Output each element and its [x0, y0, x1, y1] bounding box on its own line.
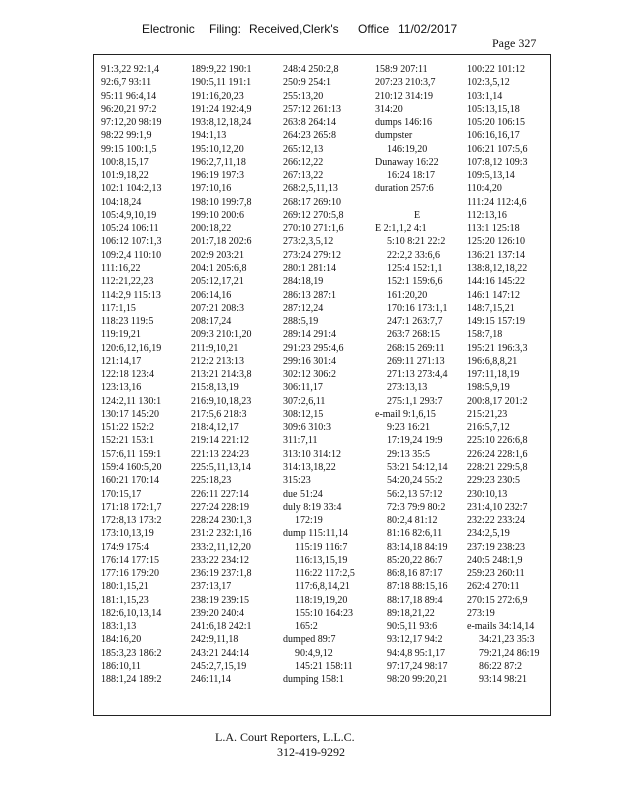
index-entry: 191:16,20,23	[191, 90, 244, 102]
index-entry: 79:21,24 86:19	[479, 647, 540, 659]
index-entry: 230:10,13	[467, 488, 508, 500]
index-entry: 115:19 116:7	[295, 541, 348, 553]
index-entry: 268:17 269:10	[283, 196, 342, 208]
index-entry: 165:2	[295, 621, 318, 633]
index-entry: 118:19,19,20	[295, 594, 348, 606]
index-entry: 105:13,15,18	[467, 103, 520, 115]
index-entry: 266:12,22	[283, 156, 324, 168]
index-entry: 95:11 96:4,14	[101, 90, 157, 102]
index-entry: 198:10 199:7,8	[191, 196, 252, 208]
index-entry: 270:15 272:6,9	[467, 594, 528, 606]
index-entry: 226:24 228:1,6	[467, 448, 528, 460]
index-entry: 100:8,15,17	[101, 156, 149, 168]
letter-heading: E	[413, 209, 421, 221]
index-entry: 130:17 145:20	[101, 408, 160, 420]
index-entry: 90:5,11 93:6	[387, 621, 438, 633]
index-entry: 211:9,10,21	[191, 342, 239, 354]
index-entry: 172:19	[295, 515, 323, 527]
index-entry: 94:4,8 95:1,17	[387, 647, 446, 659]
index-entry: 101:9,18,22	[101, 170, 149, 182]
index-entry: 119:19,21	[101, 329, 141, 341]
index-entry: 86:8,16 87:17	[387, 568, 443, 580]
index-entry: 98:22 99:1,9	[101, 130, 152, 142]
index-entry: dumped 89:7	[283, 634, 336, 646]
index-entry: 273:24 279:12	[283, 249, 342, 261]
index-entry: 5:10 8:21 22:2	[387, 236, 446, 248]
index-entry: 273:13,13	[387, 382, 428, 394]
index-entry: 197:11,18,19	[467, 369, 520, 381]
index-entry: 185:3,23 186:2	[101, 647, 162, 659]
index-entry: 148:7,15,21	[467, 302, 515, 314]
index-entry: 311:7,11	[283, 435, 318, 447]
index-entry: 264:23 265:8	[283, 130, 337, 142]
index-entry: due 51:24	[283, 488, 323, 500]
index-entry: 196:2,7,11,18	[191, 156, 246, 168]
index-entry: 99:15 100:1,5	[101, 143, 157, 155]
index-entry: 232:22 233:24	[467, 515, 526, 527]
index-entry: 16:24 18:17	[387, 170, 436, 182]
index-entry: 182:6,10,13,14	[101, 607, 162, 619]
index-column-2	[191, 63, 279, 713]
index-entry: 96:20,21 97:2	[101, 103, 157, 115]
index-entry: 105:24 106:11	[101, 223, 159, 235]
index-entry: 237:19 238:23	[467, 541, 526, 553]
index-entry: 102:1 104:2,13	[101, 183, 162, 195]
index-entry: 89:18,21,22	[387, 607, 435, 619]
index-entry: 231:4,10 232:7	[467, 501, 528, 513]
index-entry: 233:22 234:12	[191, 554, 250, 566]
index-entry: 267:13,22	[283, 170, 324, 182]
index-entry: 172:8,13 173:2	[101, 515, 162, 527]
index-entry: 313:10 314:12	[283, 448, 342, 460]
index-entry: 81:16 82:6,11	[387, 528, 443, 540]
index-entry: 271:13 273:4,4	[387, 369, 448, 381]
index-entry: 158:9 207:11	[375, 64, 428, 75]
index-entry: 110:4,20	[467, 183, 502, 195]
index-entry: 106:21 107:5,6	[467, 143, 528, 155]
index-entry: 269:12 270:5,8	[283, 209, 344, 221]
index-entry: 88:17,18 89:4	[387, 594, 443, 606]
index-entry: 195:21 196:3,3	[467, 342, 528, 354]
index-entry: 191:24 192:4,9	[191, 103, 252, 115]
index-entry: 98:20 99:20,21	[387, 674, 448, 686]
index-entry: 34:21,23 35:3	[479, 634, 535, 646]
index-entry: 124:2,11 130:1	[101, 395, 162, 407]
index-entry: 112:21,22,23	[101, 276, 154, 288]
index-entry: 229:23 230:5	[467, 475, 521, 487]
index-entry: 122:18 123:4	[101, 369, 155, 381]
index-entry: 87:18 88:15,16	[387, 581, 448, 593]
index-entry: 56:2,13 57:12	[387, 488, 443, 500]
index-entry: 125:20 126:10	[467, 236, 526, 248]
index-entry: 188:1,24 189:2	[101, 674, 162, 686]
index-entry: 170:15,17	[101, 488, 142, 500]
index-entry: 105:20 106:15	[467, 117, 526, 129]
index-entry: 146:1 147:12	[467, 289, 521, 301]
index-entry: 270:10 271:1,6	[283, 223, 344, 235]
index-entry: 245:2,7,15,19	[191, 660, 247, 672]
index-entry: 215:8,13,19	[191, 382, 239, 394]
index-entry: 227:24 228:19	[191, 501, 250, 513]
index-entry: 268:15 269:11	[387, 342, 445, 354]
index-entry: 291:23 295:4,6	[283, 342, 344, 354]
index-entry: 263:7 268:15	[387, 329, 441, 341]
index-entry: 93:14 98:21	[479, 674, 528, 686]
index-entry: 90:4,9,12	[295, 647, 333, 659]
index-entry: 85:20,22 86:7	[387, 554, 443, 566]
index-entry: 138:8,12,18,22	[467, 262, 528, 274]
index-entry: 121:14,17	[101, 355, 142, 367]
index-entry: 216:5,7,12	[467, 422, 510, 434]
index-entry: 201:7,18 202:6	[191, 236, 252, 248]
index-entry: 151:22 152:2	[101, 422, 155, 434]
index-entry: 190:5,11 191:1	[191, 77, 252, 89]
index-entry: dumping 158:1	[283, 674, 344, 686]
index-entry: 161:20,20	[387, 289, 428, 301]
index-entry: 237:13,17	[191, 581, 232, 593]
index-entry: 206:14,16	[191, 289, 232, 301]
index-entry: 117:1,15	[101, 302, 136, 314]
index-entry: 273:2,3,5,12	[283, 236, 334, 248]
index-entry: 273:19	[467, 607, 495, 619]
index-entry: 199:10 200:6	[191, 209, 245, 221]
index-entry: 257:12 261:13	[283, 103, 342, 115]
index-entry: 280:1 281:14	[283, 262, 337, 274]
index-column-3	[283, 63, 371, 713]
index-entry: 181:1,15,23	[101, 594, 149, 606]
index-entry: 106:16,16,17	[467, 130, 520, 142]
index-entry: 314:13,18,22	[283, 461, 336, 473]
index-entry: 236:19 237:1,8	[191, 568, 252, 580]
index-entry: 209:3 210:1,20	[191, 329, 252, 341]
index-entry: 200:18,22	[191, 223, 232, 235]
index-entry: 233:2,11,12,20	[191, 541, 251, 553]
header-date: 11/02/2017	[398, 22, 458, 36]
index-entry: 113:1 125:18	[467, 223, 520, 235]
index-entry: 228:21 229:5,8	[467, 461, 528, 473]
index-entry: 315:23	[283, 475, 311, 487]
index-entry: Dunaway 16:22	[375, 156, 439, 168]
index-entry: 111:16,22	[101, 262, 141, 274]
index-entry: 97:17,24 98:17	[387, 660, 448, 672]
index-entry: 307:2,6,11	[283, 395, 326, 407]
index-entry: 54:20,24 55:2	[387, 475, 443, 487]
index-entry: 152:21 153:1	[101, 435, 155, 447]
index-entry: 100:22 101:12	[467, 64, 526, 75]
index-entry: 194:1,13	[191, 130, 227, 142]
index-entry: dumps 146:16	[375, 117, 432, 129]
index-entry: 289:14 291:4	[283, 329, 337, 341]
footer-phone: 312-419-9292	[277, 745, 345, 759]
index-entry: 208:17,24	[191, 316, 232, 328]
index-entry: 112:13,16	[467, 209, 507, 221]
index-entry: 114:2,9 115:13	[101, 289, 161, 301]
index-entry: 255:13,20	[283, 90, 324, 102]
index-entry: 125:4 152:1,1	[387, 262, 443, 274]
index-entry: 314:20	[375, 103, 403, 115]
index-entry: 105:4,9,10,19	[101, 209, 157, 221]
index-entry: 174:9 175:4	[101, 541, 150, 553]
index-entry: 243:21 244:14	[191, 647, 250, 659]
index-entry: 196:19 197:3	[191, 170, 245, 182]
index-entry: 92:6,7 93:11	[101, 77, 152, 89]
index-entry: 116:22 117:2,5	[295, 568, 355, 580]
index-entry: 80:2,4 81:12	[387, 515, 438, 527]
index-entry: 269:11 271:13	[387, 355, 445, 367]
index-column-4	[375, 63, 463, 713]
index-entry: 302:12 306:2	[283, 369, 337, 381]
index-entry: 215:21,23	[467, 408, 508, 420]
index-entry: 275:1,1 293:7	[387, 395, 443, 407]
index-entry: 86:22 87:2	[479, 660, 523, 672]
index-entry: duration 257:6	[375, 183, 434, 195]
index-entry: 93:12,17 94:2	[387, 634, 443, 646]
page-number: Page 327	[492, 36, 537, 50]
index-entry: E 2:1,1,2 4:1	[375, 223, 427, 235]
index-entry: 17:19,24 19:9	[387, 435, 443, 447]
index-entry: 216:9,10,18,23	[191, 395, 252, 407]
index-entry: 242:9,11,18	[191, 634, 239, 646]
index-entry: 225:10 226:6,8	[467, 435, 528, 447]
index-entry: dump 115:11,14	[283, 528, 348, 540]
index-entry	[375, 196, 463, 209]
index-entry: 102:3,5,12	[467, 77, 510, 89]
index-entry: 184:16,20	[101, 634, 142, 646]
index-entry: 207:23 210:3,7	[375, 77, 436, 89]
index-entry: 159:4 160:5,20	[101, 461, 162, 473]
index-entry: 144:16 145:22	[467, 276, 526, 288]
index-entry: 177:16 179:20	[101, 568, 160, 580]
index-entry: 212:2 213:13	[191, 355, 245, 367]
index-entry: 176:14 177:15	[101, 554, 160, 566]
index-entry: 196:6,8,8,21	[467, 355, 518, 367]
header-office: Office	[358, 22, 390, 36]
index-entry: 158:7,18	[467, 329, 503, 341]
header-received: Received,Clerk's	[249, 22, 339, 36]
index-entry: 155:10 164:23	[295, 607, 354, 619]
index-entry: 286:13 287:1	[283, 289, 337, 301]
index-entry: e-mail 9:1,6,15	[375, 408, 436, 420]
index-entry: 22:2,2 33:6,6	[387, 249, 441, 261]
index-entry: 186:10,11	[101, 660, 141, 672]
index-entry: 228:24 230:1,3	[191, 515, 252, 527]
index-entry: 263:8 264:14	[283, 117, 337, 129]
index-entry: 170:16 173:1,1	[387, 302, 448, 314]
header-electronic: Electronic	[142, 22, 195, 36]
index-entry: 173:10,13,19	[101, 528, 154, 540]
index-entry: e-mails 34:14,14	[467, 621, 535, 633]
index-entry: 213:21 214:3,8	[191, 369, 252, 381]
index-entry: 250:9 254:1	[283, 77, 332, 89]
index-entry: 72:3 79:9 80:2	[387, 501, 446, 513]
index-entry: 248:4 250:2,8	[283, 64, 339, 75]
index-entry: 103:1,14	[467, 90, 503, 102]
index-entry: 53:21 54:12,14	[387, 461, 448, 473]
index-entry: 239:20 240:4	[191, 607, 245, 619]
index-entry: 218:4,12,17	[191, 422, 239, 434]
index-entry: 241:6,18 242:1	[191, 621, 252, 633]
index-entry: 106:12 107:1,3	[101, 236, 162, 248]
index-entry: 145:21 158:11	[295, 660, 353, 672]
index-entry: 117:6,8,14,21	[295, 581, 350, 593]
index-entry: 217:5,6 218:3	[191, 408, 247, 420]
index-entry: 107:8,12 109:3	[467, 156, 528, 168]
index-entry: 247:1 263:7,7	[387, 316, 443, 328]
index-entry: 109:2,4 110:10	[101, 249, 162, 261]
index-entry: 91:3,22 92:1,4	[101, 64, 160, 75]
footer-company: L.A. Court Reporters, L.L.C.	[215, 730, 355, 744]
index-entry: 259:23 260:11	[467, 568, 525, 580]
index-entry: 226:11 227:14	[191, 488, 249, 500]
index-entry: 118:23 119:5	[101, 316, 154, 328]
index-entry: 171:18 172:1,7	[101, 501, 162, 513]
index-entry: 308:12,15	[283, 408, 324, 420]
index-entry: 210:12 314:19	[375, 90, 434, 102]
index-entry: 189:9,22 190:1	[191, 64, 252, 75]
index-column-5	[467, 63, 555, 713]
index-entry: 180:1,15,21	[101, 581, 149, 593]
index-entry: 136:21 137:14	[467, 249, 526, 261]
index-entry: 9:23 16:21	[387, 422, 431, 434]
index-entry: 204:1 205:6,8	[191, 262, 247, 274]
index-entry: 265:12,13	[283, 143, 324, 155]
index-entry: 238:19 239:15	[191, 594, 250, 606]
index-entry: 149:15 157:19	[467, 316, 526, 328]
index-entry: 306:11,17	[283, 382, 323, 394]
index-entry: 116:13,15,19	[295, 554, 348, 566]
index-entry: 202:9 203:21	[191, 249, 245, 261]
index-entry: 109:5,13,14	[467, 170, 515, 182]
index-entry: duly 8:19 33:4	[283, 501, 342, 513]
index-entry: 195:10,12,20	[191, 143, 244, 155]
index-entry: 197:10,16	[191, 183, 232, 195]
index-entry: 200:8,17 201:2	[467, 395, 528, 407]
index-entry: 120:6,12,16,19	[101, 342, 162, 354]
index-entry: 97:12,20 98:19	[101, 117, 162, 129]
index-entry: 225:18,23	[191, 475, 232, 487]
index-entry: 146:19,20	[387, 143, 428, 155]
index-entry: 123:13,16	[101, 382, 142, 394]
index-entry: 198:5,9,19	[467, 382, 510, 394]
index-entry: 157:6,11 159:1	[101, 448, 162, 460]
index-entry: 152:1 159:6,6	[387, 276, 443, 288]
index-entry: 299:16 301:4	[283, 355, 337, 367]
index-entry: 193:8,12,18,24	[191, 117, 252, 129]
index-entry: 205:12,17,21	[191, 276, 244, 288]
index-entry: 240:5 248:1,9	[467, 554, 523, 566]
index-entry: 183:1,13	[101, 621, 137, 633]
index-entry: 104:18,24	[101, 196, 142, 208]
index-entry: 221:13 224:23	[191, 448, 250, 460]
index-entry: 160:21 170:14	[101, 475, 160, 487]
index-entry: 83:14,18 84:19	[387, 541, 448, 553]
index-entry: 287:12,24	[283, 302, 324, 314]
index-entry: 288:5,19	[283, 316, 319, 328]
header-filing: Filing:	[209, 22, 242, 36]
index-entry: 246:11,14	[191, 674, 231, 686]
index-entry: 234:2,5,19	[467, 528, 510, 540]
index-entry: 309:6 310:3	[283, 422, 332, 434]
index-entry: 225:5,11,13,14	[191, 461, 251, 473]
index-entry: 262:4 270:11	[467, 581, 520, 593]
index-entry: 284:18,19	[283, 276, 324, 288]
index-entry: dumpster	[375, 130, 413, 142]
index-column-1	[101, 63, 189, 713]
index-entry: 29:13 35:5	[387, 448, 431, 460]
index-entry: 231:2 232:1,16	[191, 528, 252, 540]
index-entry: 207:21 208:3	[191, 302, 245, 314]
index-entry: 111:24 112:4,6	[467, 196, 527, 208]
index-entry: 268:2,5,11,13	[283, 183, 338, 195]
index-entry: 219:14 221:12	[191, 435, 250, 447]
